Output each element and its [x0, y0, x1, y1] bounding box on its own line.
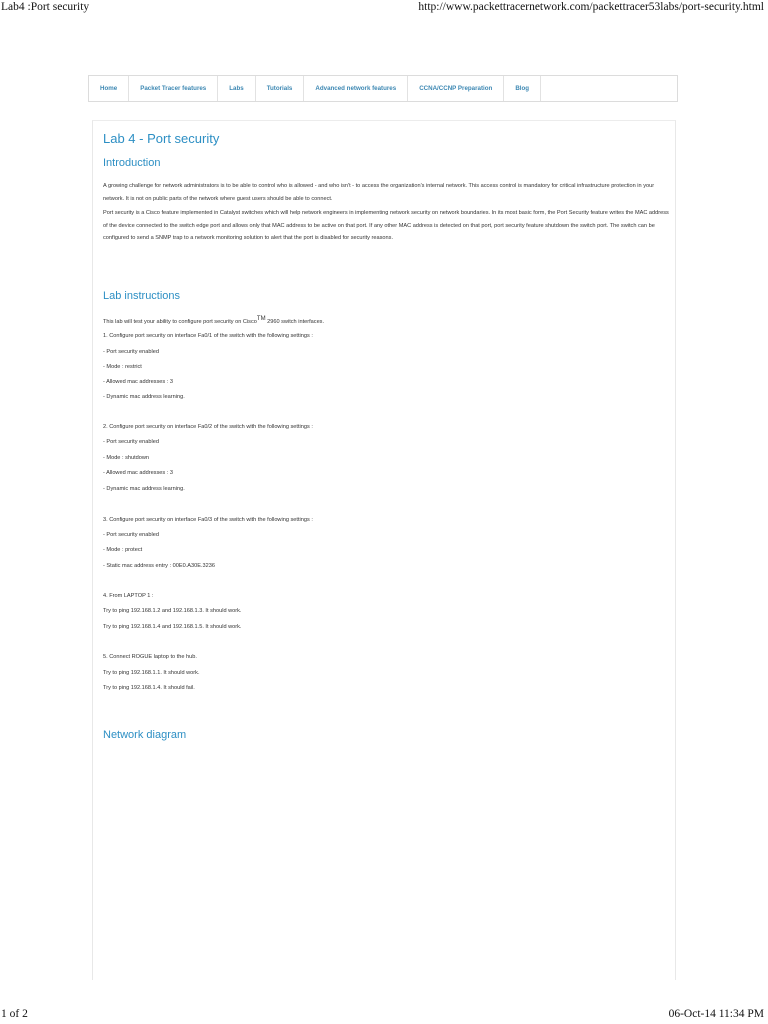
print-datetime: 06-Oct-14 11:34 PM — [668, 1008, 764, 1020]
main-nav — [88, 75, 678, 102]
instructions-intro-tail: 2960 switch interfaces. — [265, 318, 325, 325]
print-page-number: 1 of 2 — [1, 1008, 28, 1020]
step1-item: - Allowed mac addresses : 3 — [103, 379, 173, 385]
step1-title: 1. Configure port security on interface Fa0/1 of the switch with the following settings : — [103, 333, 313, 339]
step5-item: Try to ping 192.168.1.1. It should work. — [103, 670, 200, 676]
step2-item: - Mode : shutdown — [103, 455, 150, 461]
step1-item: - Port security enabled — [103, 349, 159, 355]
step5-item: Try to ping 192.168.1.4. It should fail. — [103, 685, 195, 691]
step3-title: 3. Configure port security on interface Fa0/3 of the switch with the following settings : — [103, 517, 313, 523]
step4-item: Try to ping 192.168.1.4 and 192.168.1.5. It should work. — [103, 624, 242, 630]
step4-title: 4. From LAPTOP 1 : — [103, 593, 154, 599]
step3-item: - Port security enabled — [103, 532, 159, 538]
instructions-intro — [103, 316, 324, 325]
introduction-heading: Introduction — [103, 157, 161, 169]
step3-item: - Mode : protect — [103, 547, 143, 553]
nav-tutorials[interactable]: Tutorials — [256, 76, 305, 101]
nav-advanced-network-features[interactable]: Advanced network features — [304, 76, 408, 101]
print-footer — [0, 1008, 768, 1024]
print-header — [0, 0, 768, 18]
step1-item: - Mode : restrict — [103, 364, 142, 370]
step5-title: 5. Connect ROGUE laptop to the hub. — [103, 654, 197, 660]
nav-home[interactable]: Home — [89, 76, 129, 101]
step3-item: - Static mac address entry : 00E0.A30E.3236 — [103, 563, 215, 569]
step1-item: - Dynamic mac address learning. — [103, 394, 185, 400]
lab-instructions-heading: Lab instructions — [103, 290, 181, 302]
article-content — [92, 120, 676, 980]
nav-packet-tracer-features[interactable]: Packet Tracer features — [129, 76, 218, 101]
nav-labs[interactable]: Labs — [218, 76, 255, 101]
step4-item: Try to ping 192.168.1.2 and 192.168.1.3. It should work. — [103, 608, 242, 614]
nav-ccna-ccnp-preparation[interactable]: CCNA/CCNP Preparation — [408, 76, 504, 101]
intro-paragraph-2: Port security is a Cisco feature implemented in Catalyst switches which will help network engineers in implementing network security on network boundaries. In its most basic form, the Port Security feature writes the MAC address of the device connected to the switch edge port and allows only that MAC address to be active on that port. If any other MAC address is detected on that port, port security feature shutdown the switch port. The switch can be configured to send a SNMP trap to a network monitoring solution to alert that the port is disabled for security reasons. — [103, 210, 669, 241]
page-title: Lab 4 - Port security — [103, 131, 220, 146]
step2-item: - Allowed mac addresses : 3 — [103, 470, 173, 476]
print-page-url: http://www.packettracernetwork.com/packettracer53labs/port-security.html — [418, 1, 764, 13]
nav-blog[interactable]: Blog — [504, 76, 541, 101]
step2-title: 2. Configure port security on interface Fa0/2 of the switch with the following settings : — [103, 424, 313, 430]
step2-item: - Port security enabled — [103, 439, 159, 445]
step2-item: - Dynamic mac address learning. — [103, 486, 185, 492]
network-diagram-heading: Network diagram — [103, 729, 187, 741]
intro-paragraph-1: A growing challenge for network administrators is to be able to control who is allowed - and who isn't - to access the organization's internal network. This access control is mandatory for critical infrastructure protection in your network. It is not on public parts of the network where guest users should be able to connect. — [103, 183, 655, 202]
print-page-title: Lab4 :Port security — [1, 1, 90, 13]
instructions-intro-text: This lab will test your ability to configure port security on Cisco — [103, 318, 257, 325]
trademark-mark: TM — [256, 316, 266, 322]
